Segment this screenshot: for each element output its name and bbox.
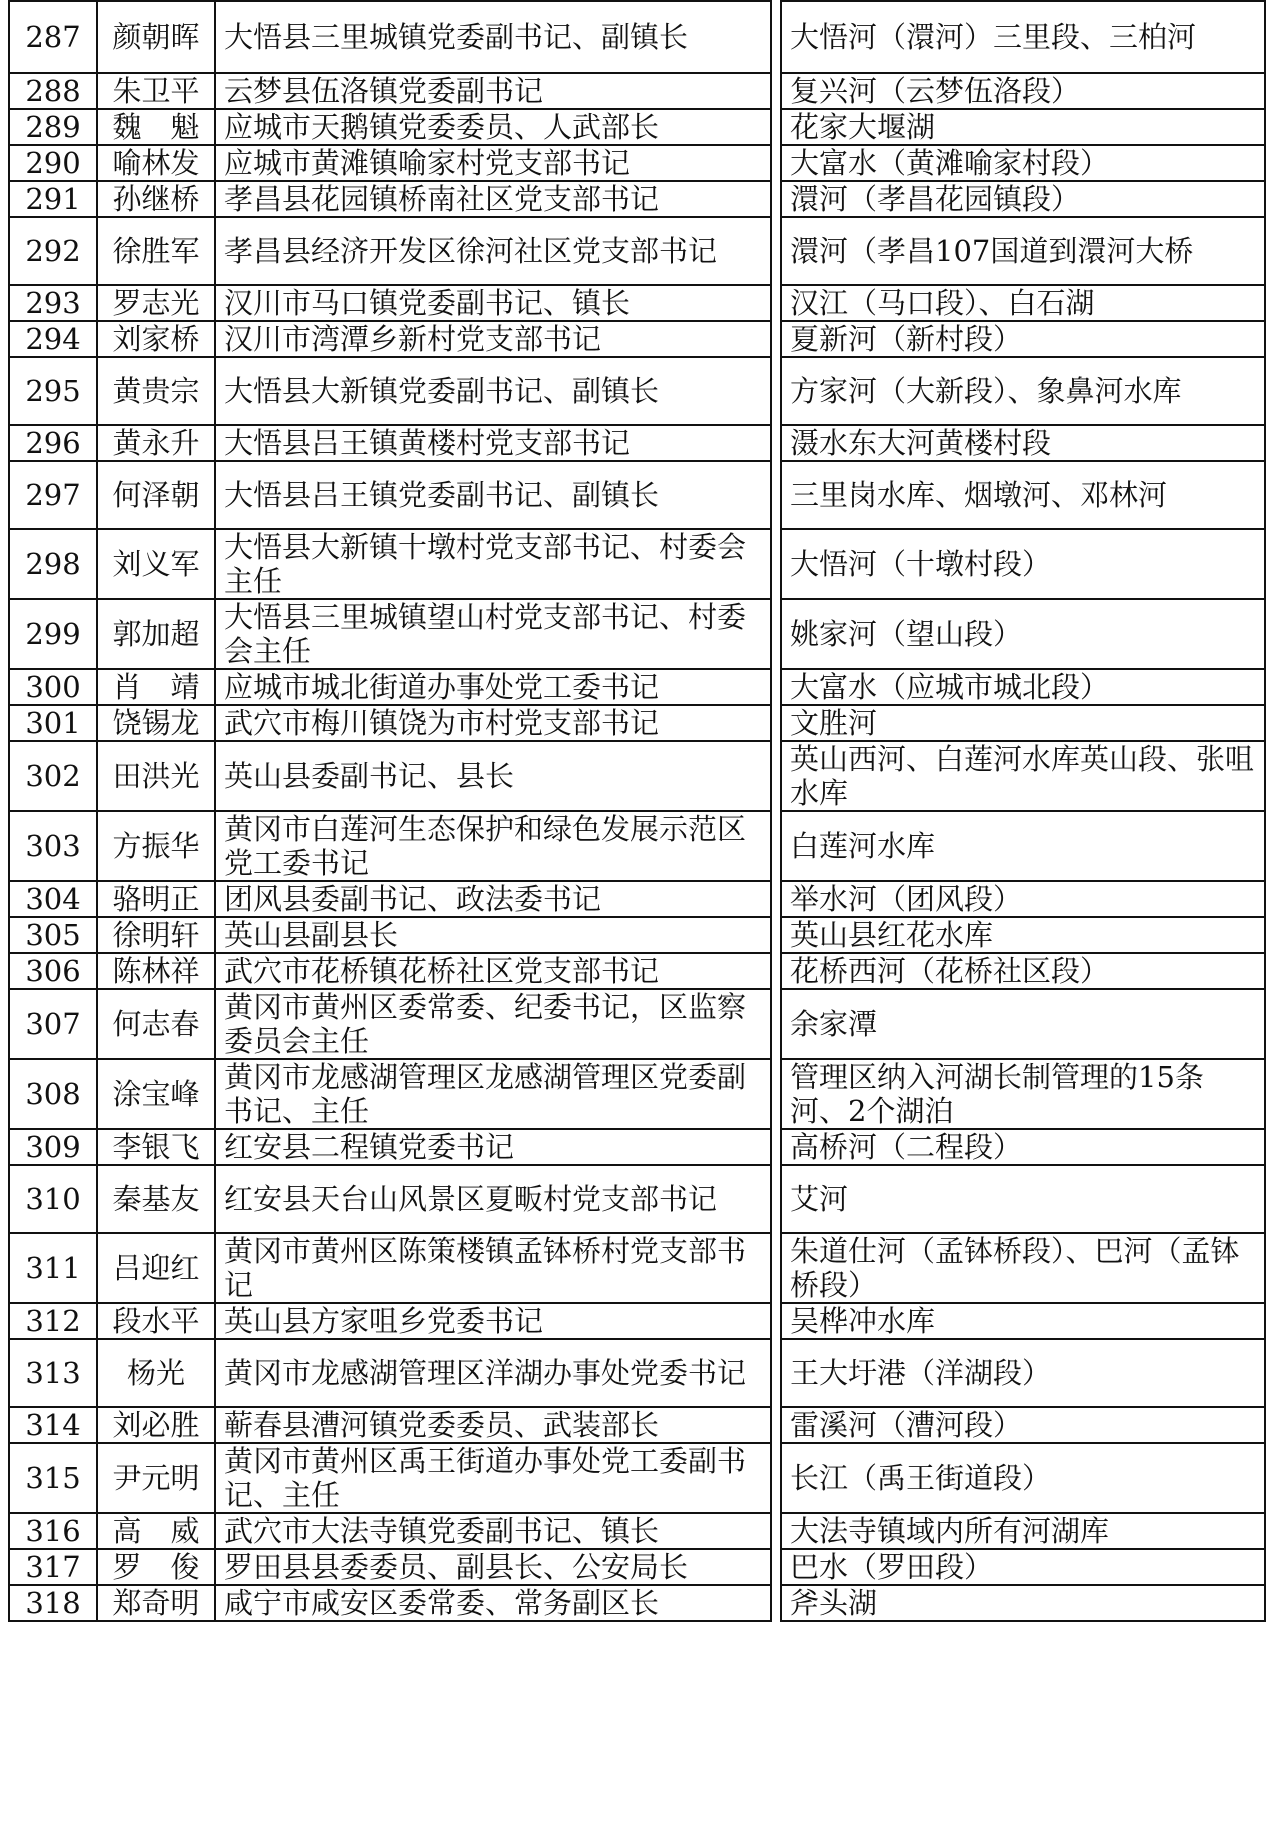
assigned-river-lake: 举水河（团风段）: [781, 881, 1265, 917]
table-row: [9, 1513, 1265, 1549]
row-number: 307: [9, 989, 97, 1059]
column-gap: [771, 425, 781, 461]
assigned-river-lake: 管理区纳入河湖长制管理的15条河、2个湖泊: [781, 1059, 1265, 1129]
person-name: 罗 俊: [97, 1549, 215, 1585]
row-number: 306: [9, 953, 97, 989]
person-name: 颜朝晖: [97, 1, 215, 73]
column-gap: [771, 917, 781, 953]
work-unit-and-position: 汉川市湾潭乡新村党支部书记: [215, 321, 771, 357]
work-unit-and-position: 云梦县伍洛镇党委副书记: [215, 73, 771, 109]
person-name: 杨光: [97, 1339, 215, 1407]
table-row: [9, 145, 1265, 181]
work-unit-and-position: 英山县委副书记、县长: [215, 741, 771, 811]
row-number: 316: [9, 1513, 97, 1549]
row-number: 297: [9, 461, 97, 529]
work-unit-and-position: 黄冈市黄州区禹王街道办事处党工委副书记、主任: [215, 1443, 771, 1513]
table-row: [9, 599, 1265, 669]
row-number: 296: [9, 425, 97, 461]
work-unit-and-position: 孝昌县经济开发区徐河社区党支部书记: [215, 217, 771, 285]
column-gap: [771, 669, 781, 705]
row-number: 303: [9, 811, 97, 881]
row-number: 293: [9, 285, 97, 321]
assigned-river-lake: 余家潭: [781, 989, 1265, 1059]
person-name: 饶锡龙: [97, 705, 215, 741]
column-gap: [771, 881, 781, 917]
row-number: 298: [9, 529, 97, 599]
column-gap: [771, 1407, 781, 1443]
work-unit-and-position: 红安县二程镇党委书记: [215, 1129, 771, 1165]
row-number: 287: [9, 1, 97, 73]
table-row: [9, 741, 1265, 811]
work-unit-and-position: 武穴市梅川镇饶为市村党支部书记: [215, 705, 771, 741]
work-unit-and-position: 汉川市马口镇党委副书记、镇长: [215, 285, 771, 321]
assigned-river-lake: 巴水（罗田段）: [781, 1549, 1265, 1585]
person-name: 刘家桥: [97, 321, 215, 357]
assigned-river-lake: 朱道仕河（孟钵桥段）、巴河（孟钵桥段）: [781, 1233, 1265, 1303]
column-gap: [771, 1165, 781, 1233]
work-unit-and-position: 大悟县三里城镇党委副书记、副镇长: [215, 1, 771, 73]
row-number: 290: [9, 145, 97, 181]
work-unit-and-position: 大悟县三里城镇望山村党支部书记、村委会主任: [215, 599, 771, 669]
work-unit-and-position: 英山县副县长: [215, 917, 771, 953]
appointment-table: [8, 0, 1266, 1622]
table-row: [9, 669, 1265, 705]
assigned-river-lake: 吴桦冲水库: [781, 1303, 1265, 1339]
column-gap: [771, 321, 781, 357]
work-unit-and-position: 黄冈市龙感湖管理区龙感湖管理区党委副书记、主任: [215, 1059, 771, 1129]
assigned-river-lake: 澴河（孝昌107国道到澴河大桥: [781, 217, 1265, 285]
table-row: [9, 1443, 1265, 1513]
work-unit-and-position: 武穴市大法寺镇党委副书记、镇长: [215, 1513, 771, 1549]
work-unit-and-position: 红安县天台山风景区夏畈村党支部书记: [215, 1165, 771, 1233]
person-name: 李银飞: [97, 1129, 215, 1165]
table-row: [9, 357, 1265, 425]
table-row: [9, 321, 1265, 357]
row-number: 313: [9, 1339, 97, 1407]
column-gap: [771, 953, 781, 989]
work-unit-and-position: 蕲春县漕河镇党委委员、武装部长: [215, 1407, 771, 1443]
column-gap: [771, 1233, 781, 1303]
table-row: [9, 1549, 1265, 1585]
person-name: 黄贵宗: [97, 357, 215, 425]
assigned-river-lake: 大富水（应城市城北段）: [781, 669, 1265, 705]
column-gap: [771, 357, 781, 425]
row-number: 312: [9, 1303, 97, 1339]
column-gap: [771, 599, 781, 669]
person-name: 徐胜军: [97, 217, 215, 285]
work-unit-and-position: 大悟县吕王镇党委副书记、副镇长: [215, 461, 771, 529]
work-unit-and-position: 黄冈市龙感湖管理区洋湖办事处党委书记: [215, 1339, 771, 1407]
column-gap: [771, 181, 781, 217]
assigned-river-lake: 方家河（大新段）、象鼻河水库: [781, 357, 1265, 425]
work-unit-and-position: 咸宁市咸安区委常委、常务副区长: [215, 1585, 771, 1621]
table-row: [9, 1233, 1265, 1303]
table-row: [9, 1339, 1265, 1407]
assigned-river-lake: 姚家河（望山段）: [781, 599, 1265, 669]
table-row: [9, 181, 1265, 217]
table-row: [9, 73, 1265, 109]
person-name: 刘义军: [97, 529, 215, 599]
assigned-river-lake: 白莲河水库: [781, 811, 1265, 881]
column-gap: [771, 811, 781, 881]
row-number: 295: [9, 357, 97, 425]
row-number: 317: [9, 1549, 97, 1585]
row-number: 289: [9, 109, 97, 145]
column-gap: [771, 529, 781, 599]
row-number: 311: [9, 1233, 97, 1303]
person-name: 刘必胜: [97, 1407, 215, 1443]
assigned-river-lake: 王大圩港（洋湖段）: [781, 1339, 1265, 1407]
work-unit-and-position: 应城市城北街道办事处党工委书记: [215, 669, 771, 705]
row-number: 308: [9, 1059, 97, 1129]
row-number: 318: [9, 1585, 97, 1621]
table-row: [9, 989, 1265, 1059]
row-number: 291: [9, 181, 97, 217]
row-number: 301: [9, 705, 97, 741]
assigned-river-lake: 高桥河（二程段）: [781, 1129, 1265, 1165]
assigned-river-lake: 英山西河、白莲河水库英山段、张咀水库: [781, 741, 1265, 811]
person-name: 何泽朝: [97, 461, 215, 529]
table-row: [9, 217, 1265, 285]
person-name: 徐明轩: [97, 917, 215, 953]
work-unit-and-position: 英山县方家咀乡党委书记: [215, 1303, 771, 1339]
person-name: 喻林发: [97, 145, 215, 181]
work-unit-and-position: 黄冈市黄州区陈策楼镇孟钵桥村党支部书记: [215, 1233, 771, 1303]
table-row: [9, 705, 1265, 741]
row-number: 309: [9, 1129, 97, 1165]
work-unit-and-position: 罗田县县委委员、副县长、公安局长: [215, 1549, 771, 1585]
row-number: 310: [9, 1165, 97, 1233]
work-unit-and-position: 黄冈市白莲河生态保护和绿色发展示范区党工委书记: [215, 811, 771, 881]
row-number: 288: [9, 73, 97, 109]
column-gap: [771, 1549, 781, 1585]
table-row: [9, 881, 1265, 917]
assigned-river-lake: 滠水东大河黄楼村段: [781, 425, 1265, 461]
table-row: [9, 1585, 1265, 1621]
column-gap: [771, 1585, 781, 1621]
assigned-river-lake: 大法寺镇域内所有河湖库: [781, 1513, 1265, 1549]
table-row: [9, 1165, 1265, 1233]
column-gap: [771, 1443, 781, 1513]
person-name: 黄永升: [97, 425, 215, 461]
table-row: [9, 1129, 1265, 1165]
table-row: [9, 811, 1265, 881]
person-name: 骆明正: [97, 881, 215, 917]
assigned-river-lake: 夏新河（新村段）: [781, 321, 1265, 357]
row-number: 314: [9, 1407, 97, 1443]
person-name: 涂宝峰: [97, 1059, 215, 1129]
assigned-river-lake: 大富水（黄滩喻家村段）: [781, 145, 1265, 181]
assigned-river-lake: 澴河（孝昌花园镇段）: [781, 181, 1265, 217]
person-name: 朱卫平: [97, 73, 215, 109]
assigned-river-lake: 大悟河（十墩村段）: [781, 529, 1265, 599]
assigned-river-lake: 复兴河（云梦伍洛段）: [781, 73, 1265, 109]
person-name: 何志春: [97, 989, 215, 1059]
work-unit-and-position: 孝昌县花园镇桥南社区党支部书记: [215, 181, 771, 217]
table-row: [9, 461, 1265, 529]
person-name: 吕迎红: [97, 1233, 215, 1303]
table-row: [9, 425, 1265, 461]
column-gap: [771, 109, 781, 145]
work-unit-and-position: 黄冈市黄州区委常委、纪委书记，区监察委员会主任: [215, 989, 771, 1059]
work-unit-and-position: 应城市天鹅镇党委委员、人武部长: [215, 109, 771, 145]
person-name: 陈林祥: [97, 953, 215, 989]
work-unit-and-position: 武穴市花桥镇花桥社区党支部书记: [215, 953, 771, 989]
row-number: 299: [9, 599, 97, 669]
assigned-river-lake: 花家大堰湖: [781, 109, 1265, 145]
person-name: 秦基友: [97, 1165, 215, 1233]
table-row: [9, 1407, 1265, 1443]
assigned-river-lake: 斧头湖: [781, 1585, 1265, 1621]
person-name: 魏 魁: [97, 109, 215, 145]
person-name: 高 威: [97, 1513, 215, 1549]
assigned-river-lake: 三里岗水库、烟墩河、邓林河: [781, 461, 1265, 529]
table-row: [9, 1, 1265, 73]
assigned-river-lake: 文胜河: [781, 705, 1265, 741]
row-number: 302: [9, 741, 97, 811]
assigned-river-lake: 雷溪河（漕河段）: [781, 1407, 1265, 1443]
column-gap: [771, 1129, 781, 1165]
column-gap: [771, 1059, 781, 1129]
table-row: [9, 917, 1265, 953]
column-gap: [771, 217, 781, 285]
column-gap: [771, 1513, 781, 1549]
table-row: [9, 953, 1265, 989]
assigned-river-lake: 英山县红花水库: [781, 917, 1265, 953]
assigned-river-lake: 汉江（马口段）、白石湖: [781, 285, 1265, 321]
column-gap: [771, 285, 781, 321]
row-number: 294: [9, 321, 97, 357]
column-gap: [771, 989, 781, 1059]
assigned-river-lake: 长江（禹王街道段）: [781, 1443, 1265, 1513]
work-unit-and-position: 大悟县大新镇党委副书记、副镇长: [215, 357, 771, 425]
table-body: [9, 1, 1265, 1621]
person-name: 孙继桥: [97, 181, 215, 217]
work-unit-and-position: 大悟县吕王镇黄楼村党支部书记: [215, 425, 771, 461]
table-row: [9, 1059, 1265, 1129]
work-unit-and-position: 应城市黄滩镇喻家村党支部书记: [215, 145, 771, 181]
column-gap: [771, 461, 781, 529]
work-unit-and-position: 团风县委副书记、政法委书记: [215, 881, 771, 917]
person-name: 罗志光: [97, 285, 215, 321]
person-name: 田洪光: [97, 741, 215, 811]
person-name: 郭加超: [97, 599, 215, 669]
person-name: 郑奇明: [97, 1585, 215, 1621]
work-unit-and-position: 大悟县大新镇十墩村党支部书记、村委会主任: [215, 529, 771, 599]
row-number: 300: [9, 669, 97, 705]
assigned-river-lake: 大悟河（澴河）三里段、三柏河: [781, 1, 1265, 73]
table-row: [9, 109, 1265, 145]
table-row: [9, 1303, 1265, 1339]
person-name: 段水平: [97, 1303, 215, 1339]
table-row: [9, 529, 1265, 599]
column-gap: [771, 741, 781, 811]
person-name: 方振华: [97, 811, 215, 881]
row-number: 304: [9, 881, 97, 917]
person-name: 肖 靖: [97, 669, 215, 705]
column-gap: [771, 1339, 781, 1407]
column-gap: [771, 145, 781, 181]
assigned-river-lake: 艾河: [781, 1165, 1265, 1233]
column-gap: [771, 705, 781, 741]
person-name: 尹元明: [97, 1443, 215, 1513]
column-gap: [771, 73, 781, 109]
row-number: 305: [9, 917, 97, 953]
table-row: [9, 285, 1265, 321]
column-gap: [771, 1303, 781, 1339]
row-number: 315: [9, 1443, 97, 1513]
column-gap: [771, 1, 781, 73]
row-number: 292: [9, 217, 97, 285]
assigned-river-lake: 花桥西河（花桥社区段）: [781, 953, 1265, 989]
